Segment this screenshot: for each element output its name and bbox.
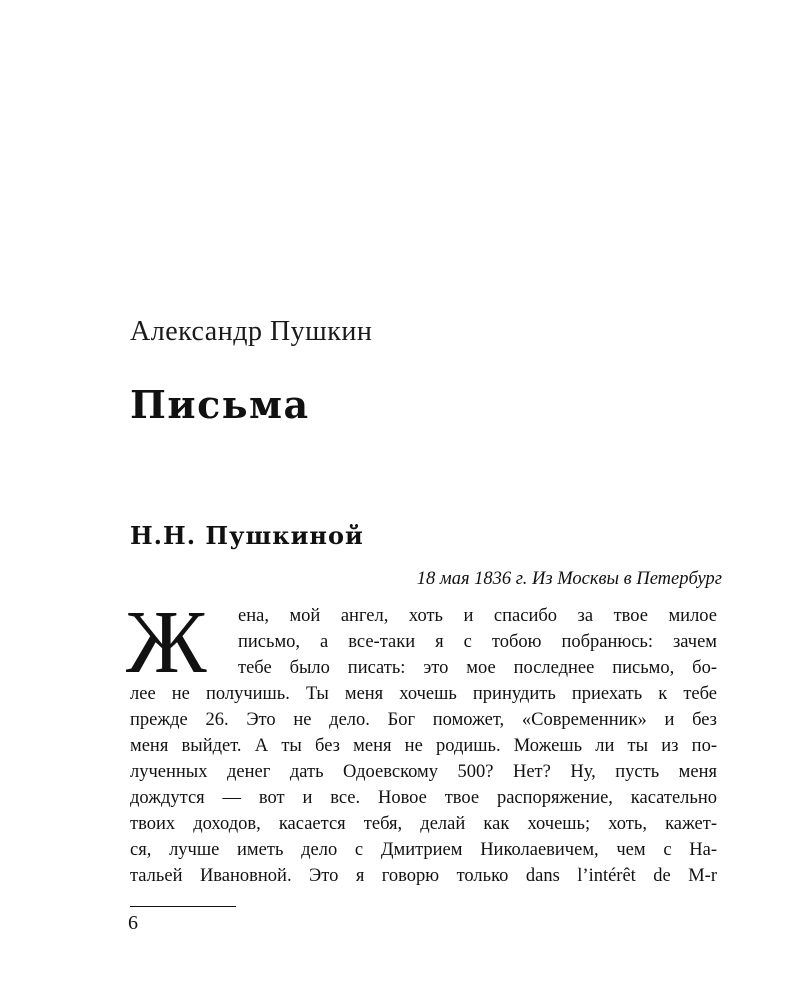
drop-cap: Ж (126, 593, 207, 692)
letter-body (130, 603, 717, 889)
body-line: дождутся — вот и все. Новое твое распоряжение, касательно (130, 788, 717, 808)
body-line: ся, лучше иметь дело с Дмитрием Николаевичем, чем с На- (130, 840, 717, 860)
body-line: письмо, а все-таки я с тобою побранюсь: зачем (238, 632, 717, 652)
footnote-rule (130, 906, 236, 907)
letter-heading: Н.Н. Пушкиной (130, 521, 364, 550)
body-line: твоих доходов, касается тебя, делай как хочешь; хоть, кажет- (130, 814, 717, 834)
book-title: Письма (130, 382, 310, 427)
body-line: тальей Ивановной. Это я говорю только dans l’intérêt de M-r (130, 866, 717, 886)
body-line: ена, мой ангел, хоть и спасибо за твое милое (238, 606, 717, 626)
body-line: лученных денег дать Одоевскому 500? Нет? Ну, пусть меня (130, 762, 717, 782)
author-name: Александр Пушкин (130, 316, 373, 347)
page-number: 6 (128, 912, 138, 934)
letter-dateline: 18 мая 1836 г. Из Москвы в Петербург (416, 569, 722, 589)
body-line: лее не получишь. Ты меня хочешь принудить приехать к тебе (130, 684, 717, 704)
body-line: тебе было писать: это мое последнее письмо, бо- (238, 658, 717, 678)
body-line: прежде 26. Это не дело. Бог поможет, «Современник» и без (130, 710, 717, 730)
body-line: меня выйдет. А ты без меня не родишь. Можешь ли ты из по- (130, 736, 717, 756)
